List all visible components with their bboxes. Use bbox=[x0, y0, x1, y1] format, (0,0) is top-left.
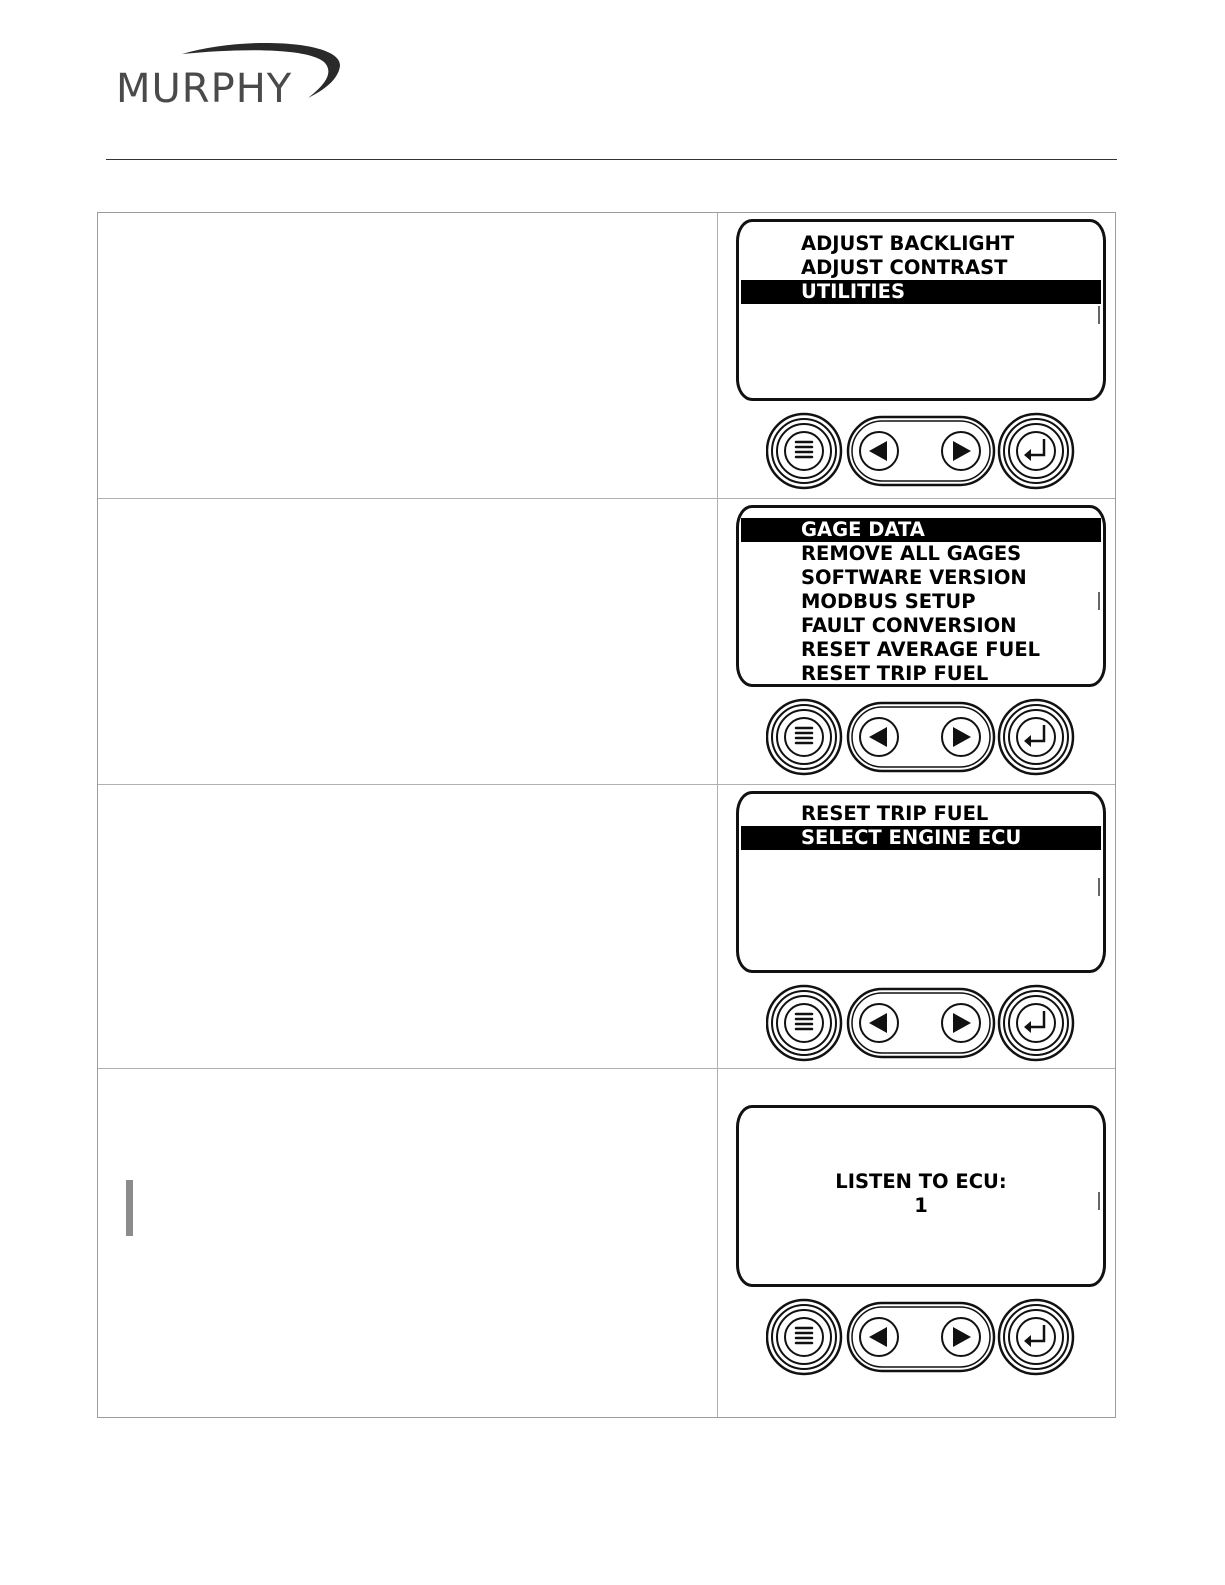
lcd-menu-item: ADJUST CONTRAST bbox=[801, 256, 1008, 279]
menu-key-icon bbox=[767, 700, 841, 774]
step-row-3 bbox=[98, 784, 1115, 1068]
lcd-scroll-indicator bbox=[1098, 306, 1100, 324]
lcd-menu-item: SOFTWARE VERSION bbox=[801, 566, 1027, 589]
lcd-scroll-indicator bbox=[1098, 592, 1100, 610]
header-rule bbox=[106, 159, 1117, 160]
step-row-1 bbox=[98, 213, 1115, 498]
step-2-text-cell bbox=[98, 499, 718, 784]
lcd-screen-3 bbox=[736, 791, 1106, 973]
step-3-text-cell bbox=[98, 785, 718, 1068]
lcd-menu-item: MODBUS SETUP bbox=[801, 590, 976, 613]
step-4-figure-cell bbox=[718, 1069, 1115, 1417]
lcd-scroll-indicator bbox=[1098, 878, 1100, 896]
lcd-screen-1 bbox=[736, 219, 1106, 401]
step-2-figure-cell bbox=[718, 499, 1115, 784]
enter-key-icon bbox=[999, 1300, 1073, 1374]
murphy-logo bbox=[112, 40, 352, 110]
lcd-menu-item: RESET TRIP FUEL bbox=[801, 802, 989, 825]
keypad-1 bbox=[766, 411, 1076, 491]
step-1-text-cell bbox=[98, 213, 718, 498]
enter-key-icon bbox=[999, 986, 1073, 1060]
step-3-figure-cell bbox=[718, 785, 1115, 1068]
menu-key-icon bbox=[767, 414, 841, 488]
arrow-keys-icon bbox=[848, 417, 994, 485]
lcd-menu-item-selected: SELECT ENGINE ECU bbox=[741, 826, 1101, 850]
keypad-3 bbox=[766, 983, 1076, 1063]
menu-key-icon bbox=[767, 986, 841, 1060]
step-row-4 bbox=[98, 1068, 1115, 1417]
menu-key-icon bbox=[767, 1300, 841, 1374]
lcd-menu-item: ADJUST BACKLIGHT bbox=[801, 232, 1015, 255]
change-bar bbox=[126, 1180, 133, 1236]
step-row-2 bbox=[98, 498, 1115, 784]
lcd-screen-2 bbox=[736, 505, 1106, 687]
lcd-prompt-value: 1 bbox=[914, 1194, 928, 1217]
lcd-scroll-indicator bbox=[1098, 1192, 1100, 1210]
arrow-keys-icon bbox=[848, 703, 994, 771]
lcd-menu-item: REMOVE ALL GAGES bbox=[801, 542, 1022, 565]
step-1-figure-cell bbox=[718, 213, 1115, 498]
keypad-4 bbox=[766, 1297, 1076, 1377]
steps-table bbox=[97, 212, 1116, 1418]
arrow-keys-icon bbox=[848, 1303, 994, 1371]
lcd-menu-item: RESET TRIP FUEL bbox=[801, 662, 989, 685]
lcd-menu-item: FAULT CONVERSION bbox=[801, 614, 1017, 637]
lcd-prompt-title: LISTEN TO ECU: bbox=[835, 1170, 1007, 1193]
lcd-screen-4 bbox=[736, 1105, 1106, 1287]
step-4-text-cell bbox=[98, 1069, 718, 1417]
lcd-menu-item-selected: UTILITIES bbox=[741, 280, 1101, 304]
lcd-menu-item: RESET AVERAGE FUEL bbox=[801, 638, 1041, 661]
enter-key-icon bbox=[999, 700, 1073, 774]
logo-wordmark: MURPHY bbox=[116, 66, 293, 112]
enter-key-icon bbox=[999, 414, 1073, 488]
keypad-2 bbox=[766, 697, 1076, 777]
arrow-keys-icon bbox=[848, 989, 994, 1057]
lcd-menu-item-selected: GAGE DATA bbox=[741, 518, 1101, 542]
